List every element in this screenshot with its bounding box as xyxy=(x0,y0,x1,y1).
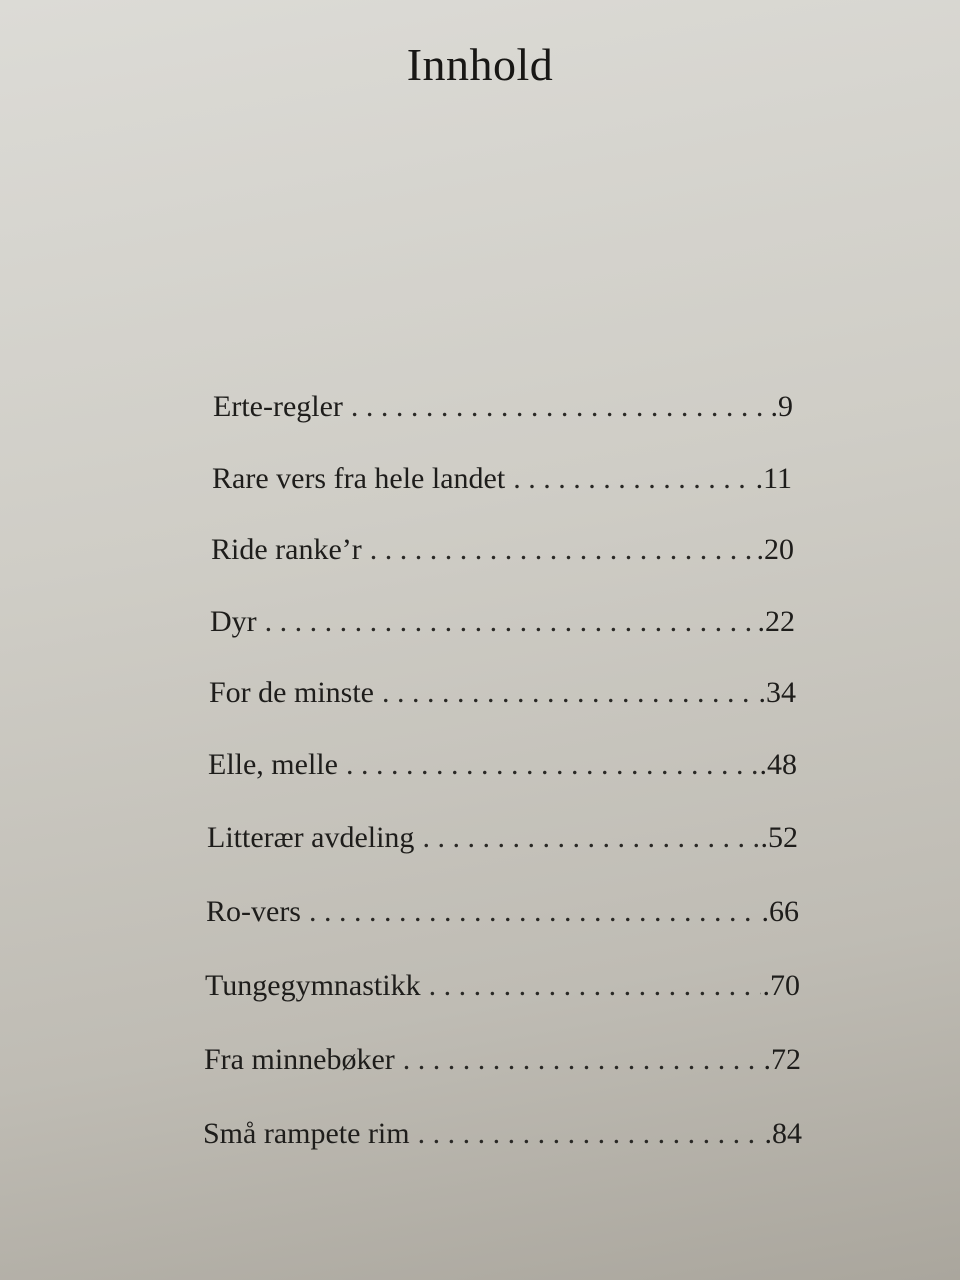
toc-dot-leader xyxy=(309,895,760,929)
toc-dot-leader xyxy=(370,533,755,567)
toc-entry xyxy=(211,533,794,577)
toc-dot-leader xyxy=(351,390,769,424)
toc-entry xyxy=(207,821,798,865)
toc-entry-title: Rare vers fra hele landet xyxy=(212,462,506,495)
toc-entry xyxy=(204,1043,801,1087)
toc-entry-page: .20 xyxy=(756,533,794,566)
toc-entry-title: Litterær avdeling xyxy=(207,821,415,854)
toc-entry-page: .48 xyxy=(759,748,797,781)
toc-entry xyxy=(206,895,799,939)
toc-entry xyxy=(210,605,795,649)
toc-dot-leader xyxy=(422,821,758,855)
toc-entry-page: .22 xyxy=(757,605,795,638)
toc-entry xyxy=(203,1117,802,1161)
toc-entry-title: For de minste xyxy=(209,676,374,709)
toc-entry-title: Erte-regler xyxy=(213,390,343,423)
toc-entry xyxy=(212,462,792,506)
toc-entry-title: Ro-vers xyxy=(206,895,301,928)
toc-entry-page: .70 xyxy=(762,969,800,1002)
toc-entry-page: .52 xyxy=(760,821,798,854)
toc-dot-leader xyxy=(418,1117,763,1151)
toc-entry-page: .66 xyxy=(761,895,799,928)
toc-dot-leader xyxy=(265,605,756,639)
toc-entry-page: .11 xyxy=(755,462,792,495)
toc-entry-title: Dyr xyxy=(210,605,257,638)
toc-entry-page: .34 xyxy=(758,676,796,709)
toc-dot-leader xyxy=(513,462,753,496)
toc-entry xyxy=(209,676,796,720)
toc-entry-title: Små rampete rim xyxy=(203,1117,410,1150)
toc-entry-title: Elle, melle xyxy=(208,748,338,781)
toc-dot-leader xyxy=(346,748,758,782)
toc-entry-title: Ride ranke’r xyxy=(211,533,362,566)
toc-entry-page: .72 xyxy=(763,1043,801,1076)
toc-dot-leader xyxy=(403,1043,762,1077)
toc-entry xyxy=(213,390,793,434)
toc-dot-leader xyxy=(382,676,757,710)
toc-entry-page: .9 xyxy=(770,390,793,423)
toc-entry-title: Fra minnebøker xyxy=(204,1043,395,1076)
toc-dot-leader xyxy=(429,969,761,1003)
page-title: Innhold xyxy=(406,39,554,90)
toc-entry xyxy=(208,748,797,792)
toc-entry-page: .84 xyxy=(764,1117,802,1150)
toc-entry xyxy=(205,969,800,1013)
toc-entry-title: Tungegymnastikk xyxy=(205,969,421,1002)
